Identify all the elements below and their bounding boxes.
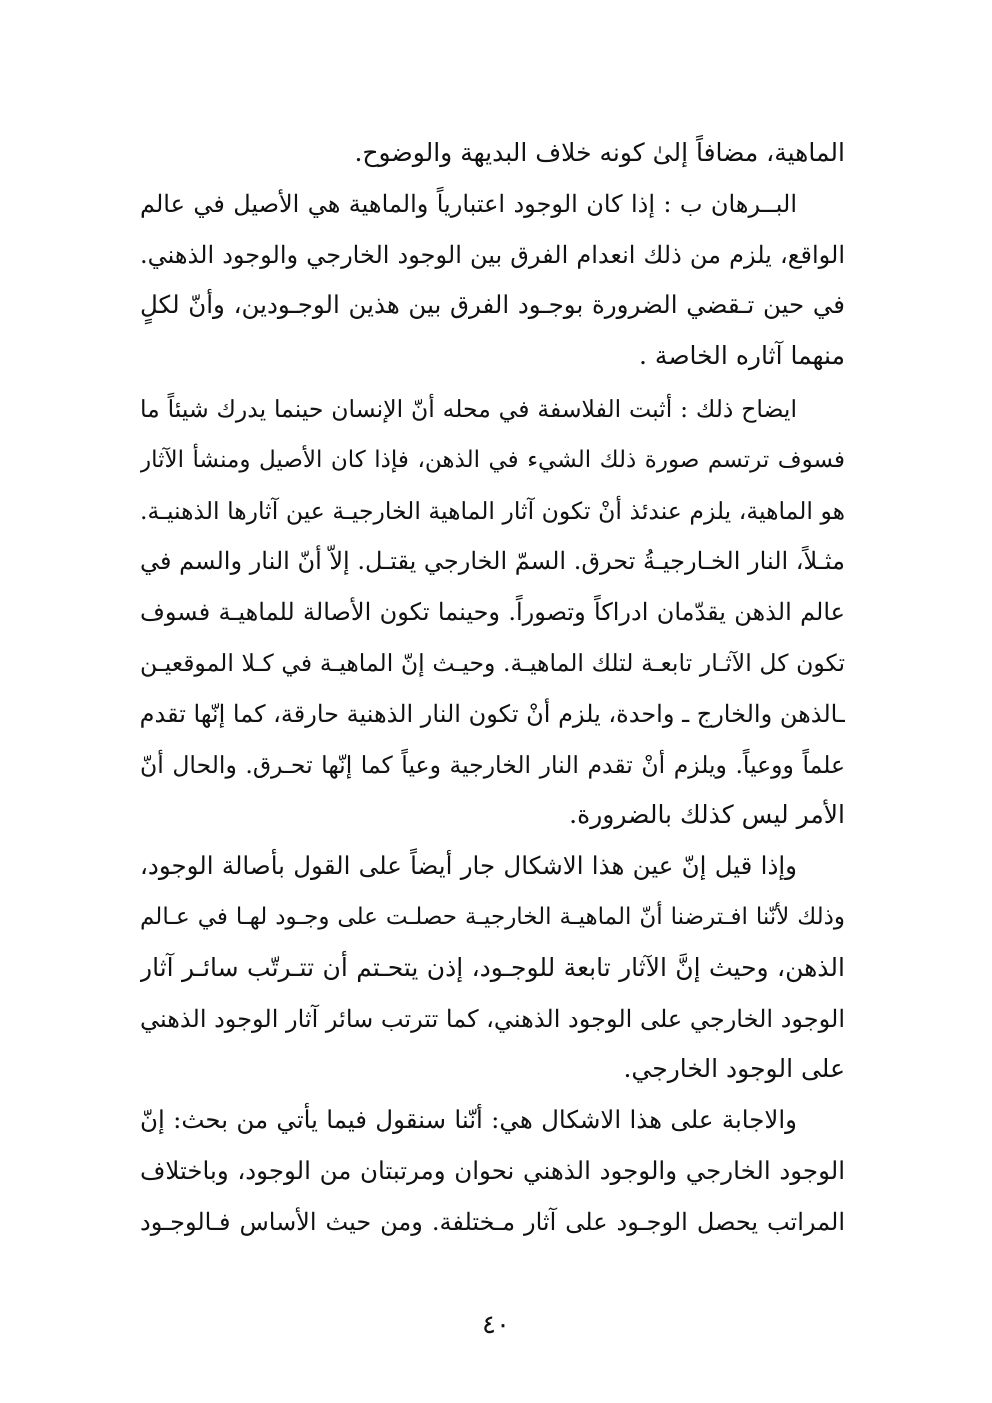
text-line: الواقع، يلزم من ذلك انعدام الفرق بين الوجود الخارجي والوجود الذهني. — [140, 240, 845, 269]
text-line: منهما آثاره الخاصة . — [639, 341, 845, 371]
text-line: البــرهان ب : إذا كان الوجود اعتبارياً والماهية هي الأصيل في عالم — [140, 189, 797, 218]
text-line: مثـلاً، النار الخـارجيـةُ تحرق. السمّ الخارجي يقتـل. إلاّ أنّ النار والسم في — [140, 547, 845, 576]
text-line: الأمر ليس كذلك بالضرورة. — [569, 800, 845, 830]
text-line: والاجابة على هذا الاشكال هي: أنّنا سنقول فيما يأتي من بحث: إنّ — [140, 1105, 797, 1135]
page-number: ٤٠ — [482, 1310, 510, 1340]
text-line: الوجود الخارجي على الوجود الذهني، كما تترتب سائر آثار الوجود الذهني — [140, 1004, 845, 1033]
text-line: على الوجود الخارجي. — [623, 1054, 845, 1084]
text-line: في حين تـقضي الضرورة بوجـود الفرق بين هذين الوجـودين، وأنّ لكلٍ — [140, 290, 845, 320]
text-line: تكون كل الآثـار تابعـة لتلك الماهيـة. وحيـث إنّ الماهيـة في كـلا الموقعيـن — [140, 648, 845, 677]
text-line: هو الماهية، يلزم عندئذ أنْ تكون آثار الماهية الخارجيـة عين آثارها الذهنيـة. — [140, 496, 845, 525]
text-line: علماً ووعياً. ويلزم أنْ تقدم النار الخارجية وعياً كما إنّها تحـرق. والحال أنّ — [140, 750, 845, 779]
text-line: المراتب يحصل الوجـود على آثار مـختلفة. ومن حيث الأساس فـالوجـود — [140, 1207, 845, 1236]
text-line: عالم الذهن يقدّمان ادراكاً وتصوراً. وحينما تكون الأصالة للماهيـة فسوف — [140, 598, 845, 627]
text-line: وإذا قيل إنّ عين هذا الاشكال جار أيضاً على القول بأصالة الوجود، — [140, 851, 797, 881]
text-line: ايضاح ذلك : أثبت الفلاسفة في محله أنّ الإنسان حينما يدرك شيئاً ما — [140, 394, 797, 423]
text-line: وذلك لأنّنا افـترضنا أنّ الماهيـة الخارجيـة حصلـت على وجـود لهـا في عـالم — [140, 903, 845, 930]
text-line: الوجود الخارجي والوجود الذهني نحوان ومرتبتان من الوجود، وباختلاف — [140, 1155, 845, 1185]
text-line: الماهية، مضافاً إلىٰ كونه خلاف البديهة والوضوح. — [354, 138, 845, 167]
text-line: ـالذهن والخارج ـ واحدة، يلزم أنْ تكون النار الذهنية حارقة، كما إنّها تقدم — [140, 699, 845, 728]
text-line: فسوف ترتسم صورة ذلك الشيء في الذهن، فإذا كان الأصيل ومنشأ الآثار — [140, 446, 845, 473]
text-line: الذهن، وحيث إنَّ الآثار تابعة للوجـود، إذن يتحـتم أن تتـرتّب سائـر آثار — [140, 952, 845, 982]
body-text — [140, 128, 845, 1248]
